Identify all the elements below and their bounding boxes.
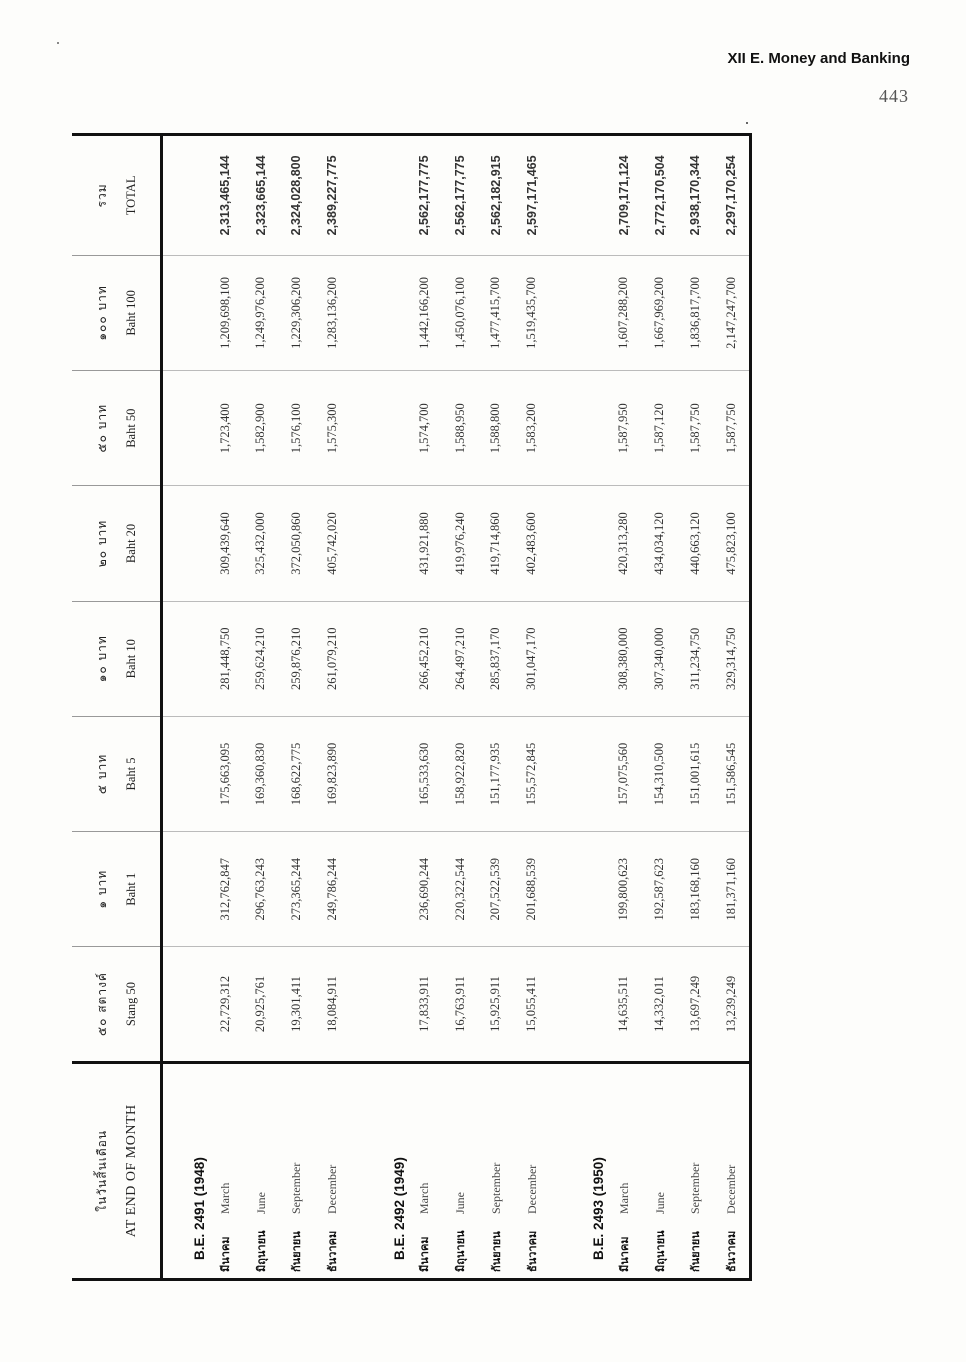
empty-cell bbox=[350, 486, 363, 601]
value-cell: 1,588,950 bbox=[442, 371, 478, 486]
page-number: 443 bbox=[879, 86, 909, 106]
empty-cell bbox=[549, 601, 562, 716]
month-label bbox=[606, 1062, 642, 1279]
value-cell: 440,663,120 bbox=[677, 486, 713, 601]
total-cell: 2,938,170,344 bbox=[688, 155, 703, 236]
empty-cell bbox=[549, 1062, 562, 1279]
table-row bbox=[243, 135, 279, 1280]
month-english: June bbox=[453, 1192, 468, 1214]
empty-cell bbox=[549, 947, 562, 1062]
table-header-row bbox=[72, 135, 162, 1280]
value-cell: 1,587,950 bbox=[606, 371, 642, 486]
value-cell: 264,497,210 bbox=[442, 601, 478, 716]
empty-cell bbox=[562, 135, 606, 256]
spacer-row bbox=[350, 135, 363, 1280]
currency-in-circulation-table bbox=[72, 133, 752, 1281]
empty-cell bbox=[363, 716, 407, 831]
value-cell: 168,622,775 bbox=[279, 716, 315, 831]
empty-cell bbox=[162, 832, 208, 947]
empty-cell bbox=[549, 371, 562, 486]
value-cell: 158,922,820 bbox=[442, 716, 478, 831]
value-cell: 1,587,750 bbox=[677, 371, 713, 486]
value-cell: 183,168,160 bbox=[677, 832, 713, 947]
value-cell: 325,432,000 bbox=[243, 486, 279, 601]
column-header: รวม TOTAL bbox=[72, 135, 162, 256]
total-cell: 2,597,171,465 bbox=[524, 155, 539, 236]
value-cell: 420,313,280 bbox=[606, 486, 642, 601]
month-thai: กันยายน bbox=[489, 1231, 503, 1272]
value-cell: 1,574,700 bbox=[407, 371, 443, 486]
value-cell: 151,586,545 bbox=[713, 716, 750, 831]
table-row bbox=[407, 135, 443, 1280]
total-cell: 2,297,170,254 bbox=[724, 155, 739, 236]
value-cell: 13,697,249 bbox=[677, 947, 713, 1062]
empty-cell bbox=[562, 255, 606, 370]
value-cell: 281,448,750 bbox=[207, 601, 243, 716]
value-cell: 1,587,120 bbox=[642, 371, 678, 486]
month-label bbox=[642, 1062, 678, 1279]
month-english: September bbox=[289, 1162, 304, 1214]
value-cell: 1,249,976,200 bbox=[243, 255, 279, 370]
month-label bbox=[314, 1062, 350, 1279]
month-thai: กันยายน bbox=[290, 1231, 304, 1272]
column-header: ๑ บาท Baht 1 bbox=[72, 832, 162, 947]
value-cell: 169,360,830 bbox=[243, 716, 279, 831]
value-cell: 308,380,000 bbox=[606, 601, 642, 716]
value-cell: 1,583,200 bbox=[514, 371, 550, 486]
month-english: December bbox=[524, 1164, 539, 1214]
value-cell: 14,332,011 bbox=[642, 947, 678, 1062]
month-thai: กันยายน bbox=[689, 1231, 703, 1272]
value-cell: 301,047,170 bbox=[514, 601, 550, 716]
value-cell: 419,714,860 bbox=[478, 486, 514, 601]
empty-cell bbox=[350, 371, 363, 486]
empty-cell bbox=[562, 947, 606, 1062]
empty-cell bbox=[350, 1062, 363, 1279]
column-header: ๕ บาท Baht 5 bbox=[72, 716, 162, 831]
month-english: March bbox=[616, 1182, 631, 1214]
spacer-row bbox=[549, 135, 562, 1280]
empty-cell bbox=[549, 486, 562, 601]
value-cell: 434,034,120 bbox=[642, 486, 678, 601]
value-cell: 372,050,860 bbox=[279, 486, 315, 601]
year-label: B.E. 2493 (1950) bbox=[562, 1062, 606, 1279]
year-label: B.E. 2491 (1948) bbox=[162, 1062, 208, 1279]
value-cell: 329,314,750 bbox=[713, 601, 750, 716]
value-cell: 259,624,210 bbox=[243, 601, 279, 716]
table-row bbox=[514, 135, 550, 1280]
empty-cell bbox=[562, 601, 606, 716]
value-cell: 17,833,911 bbox=[407, 947, 443, 1062]
table-row bbox=[642, 135, 678, 1280]
month-thai: มิถุนายน bbox=[653, 1230, 667, 1272]
value-cell: 402,483,600 bbox=[514, 486, 550, 601]
table-row bbox=[478, 135, 514, 1280]
value-cell: 1,209,698,100 bbox=[207, 255, 243, 370]
empty-cell bbox=[350, 255, 363, 370]
value-cell: 285,837,170 bbox=[478, 601, 514, 716]
month-english: December bbox=[325, 1164, 340, 1214]
empty-cell bbox=[350, 601, 363, 716]
empty-cell bbox=[350, 135, 363, 256]
speck bbox=[746, 122, 748, 124]
value-cell: 419,976,240 bbox=[442, 486, 478, 601]
value-cell: 15,055,411 bbox=[514, 947, 550, 1062]
value-cell: 151,177,935 bbox=[478, 716, 514, 831]
month-english: June bbox=[253, 1192, 268, 1214]
value-cell: 307,340,000 bbox=[642, 601, 678, 716]
total-cell: 2,389,227,775 bbox=[325, 155, 340, 236]
value-cell: 311,234,750 bbox=[677, 601, 713, 716]
value-cell: 249,786,244 bbox=[314, 832, 350, 947]
total-cell: 2,313,465,144 bbox=[218, 155, 232, 236]
total-cell: 2,562,177,775 bbox=[453, 155, 468, 236]
month-english: March bbox=[218, 1182, 232, 1214]
value-cell: 309,439,640 bbox=[207, 486, 243, 601]
empty-cell bbox=[562, 486, 606, 601]
total-cell: 2,562,182,915 bbox=[488, 155, 503, 236]
empty-cell bbox=[363, 135, 407, 256]
value-cell: 273,365,244 bbox=[279, 832, 315, 947]
speck bbox=[57, 42, 59, 44]
month-label bbox=[279, 1062, 315, 1279]
value-cell: 22,729,312 bbox=[207, 947, 243, 1062]
month-label bbox=[478, 1062, 514, 1279]
value-cell: 1,836,817,700 bbox=[677, 255, 713, 370]
month-english: September bbox=[488, 1162, 503, 1214]
value-cell: 207,522,539 bbox=[478, 832, 514, 947]
table-row bbox=[314, 135, 350, 1280]
column-header: ๑๐๐ บาท Baht 100 bbox=[72, 255, 162, 370]
table-body bbox=[162, 135, 751, 1280]
value-cell: 13,239,249 bbox=[713, 947, 750, 1062]
value-cell: 475,823,100 bbox=[713, 486, 750, 601]
value-cell: 1,576,100 bbox=[279, 371, 315, 486]
month-label bbox=[514, 1062, 550, 1279]
month-label bbox=[407, 1062, 443, 1279]
value-cell: 154,310,500 bbox=[642, 716, 678, 831]
year-group-row bbox=[363, 135, 407, 1280]
empty-cell bbox=[549, 832, 562, 947]
value-cell: 1,575,300 bbox=[314, 371, 350, 486]
empty-cell bbox=[363, 947, 407, 1062]
value-cell: 181,371,160 bbox=[713, 832, 750, 947]
value-cell: 1,588,800 bbox=[478, 371, 514, 486]
value-cell: 192,587,623 bbox=[642, 832, 678, 947]
total-cell: 2,324,028,800 bbox=[289, 155, 304, 236]
value-cell: 18,084,911 bbox=[314, 947, 350, 1062]
table-row bbox=[713, 135, 750, 1280]
value-cell: 431,921,880 bbox=[407, 486, 443, 601]
value-cell: 1,723,400 bbox=[207, 371, 243, 486]
value-cell: 16,763,911 bbox=[442, 947, 478, 1062]
empty-cell bbox=[562, 371, 606, 486]
year-group-row bbox=[162, 135, 208, 1280]
month-thai: มิถุนายน bbox=[454, 1230, 468, 1272]
section-title: XII E. Money and Banking bbox=[727, 50, 910, 67]
month-english: December bbox=[724, 1164, 739, 1214]
value-cell: 151,001,615 bbox=[677, 716, 713, 831]
empty-cell bbox=[549, 716, 562, 831]
value-cell: 1,519,435,700 bbox=[514, 255, 550, 370]
value-cell: 14,635,511 bbox=[606, 947, 642, 1062]
empty-cell bbox=[162, 135, 208, 256]
value-cell: 15,925,911 bbox=[478, 947, 514, 1062]
value-cell: 2,147,247,700 bbox=[713, 255, 750, 370]
value-cell: 261,079,210 bbox=[314, 601, 350, 716]
value-cell: 201,688,539 bbox=[514, 832, 550, 947]
empty-cell bbox=[549, 255, 562, 370]
empty-cell bbox=[162, 601, 208, 716]
value-cell: 312,762,847 bbox=[207, 832, 243, 947]
value-cell: 1,582,900 bbox=[243, 371, 279, 486]
column-header: ๕๐ บาท Baht 50 bbox=[72, 371, 162, 486]
value-cell: 1,477,415,700 bbox=[478, 255, 514, 370]
empty-cell bbox=[350, 716, 363, 831]
value-cell: 1,450,076,100 bbox=[442, 255, 478, 370]
value-cell: 220,322,544 bbox=[442, 832, 478, 947]
label-column-header: ในวันสิ้นเดือน AT END OF MONTH bbox=[72, 1062, 162, 1279]
year-group-row bbox=[562, 135, 606, 1280]
month-thai: ธันวาคม bbox=[725, 1230, 739, 1272]
month-thai: ธันวาคม bbox=[326, 1230, 340, 1272]
empty-cell bbox=[162, 947, 208, 1062]
table-row bbox=[606, 135, 642, 1280]
table-row bbox=[279, 135, 315, 1280]
value-cell: 1,667,969,200 bbox=[642, 255, 678, 370]
value-cell: 1,442,166,200 bbox=[407, 255, 443, 370]
rotated-table-container bbox=[72, 133, 752, 1281]
total-cell: 2,709,171,124 bbox=[616, 155, 631, 236]
month-english: June bbox=[652, 1192, 667, 1214]
month-label bbox=[207, 1062, 243, 1279]
value-cell: 266,452,210 bbox=[407, 601, 443, 716]
value-cell: 169,823,890 bbox=[314, 716, 350, 831]
empty-cell bbox=[162, 371, 208, 486]
empty-cell bbox=[363, 486, 407, 601]
empty-cell bbox=[549, 135, 562, 256]
month-label bbox=[442, 1062, 478, 1279]
month-thai: ธันวาคม bbox=[525, 1230, 539, 1272]
value-cell: 19,301,411 bbox=[279, 947, 315, 1062]
value-cell: 405,742,020 bbox=[314, 486, 350, 601]
empty-cell bbox=[350, 832, 363, 947]
value-cell: 236,690,244 bbox=[407, 832, 443, 947]
value-cell: 175,663,095 bbox=[207, 716, 243, 831]
month-label bbox=[677, 1062, 713, 1279]
column-header: ๒๐ บาท Baht 20 bbox=[72, 486, 162, 601]
total-cell: 2,323,665,144 bbox=[253, 155, 268, 236]
value-cell: 1,283,136,200 bbox=[314, 255, 350, 370]
empty-cell bbox=[162, 486, 208, 601]
table-row bbox=[677, 135, 713, 1280]
value-cell: 155,572,845 bbox=[514, 716, 550, 831]
empty-cell bbox=[562, 832, 606, 947]
empty-cell bbox=[562, 716, 606, 831]
empty-cell bbox=[162, 716, 208, 831]
value-cell: 1,607,288,200 bbox=[606, 255, 642, 370]
value-cell: 296,763,243 bbox=[243, 832, 279, 947]
empty-cell bbox=[162, 255, 208, 370]
table-row bbox=[207, 135, 243, 1280]
month-thai: มีนาคม bbox=[418, 1236, 432, 1272]
table-row bbox=[442, 135, 478, 1280]
value-cell: 157,075,560 bbox=[606, 716, 642, 831]
total-cell: 2,562,177,775 bbox=[417, 155, 432, 236]
total-cell: 2,772,170,504 bbox=[652, 155, 667, 236]
year-label: B.E. 2492 (1949) bbox=[363, 1062, 407, 1279]
empty-cell bbox=[363, 371, 407, 486]
column-header: ๕๐ สตางค์ Stang 50 bbox=[72, 947, 162, 1062]
month-label bbox=[243, 1062, 279, 1279]
empty-cell bbox=[363, 832, 407, 947]
month-thai: มีนาคม bbox=[219, 1236, 232, 1272]
month-thai: มิถุนายน bbox=[254, 1230, 268, 1272]
column-header: ๑๐ บาท Baht 10 bbox=[72, 601, 162, 716]
month-english: March bbox=[417, 1182, 432, 1214]
value-cell: 199,800,623 bbox=[606, 832, 642, 947]
value-cell: 259,876,210 bbox=[279, 601, 315, 716]
month-label bbox=[713, 1062, 750, 1279]
value-cell: 1,229,306,200 bbox=[279, 255, 315, 370]
empty-cell bbox=[363, 255, 407, 370]
value-cell: 165,533,630 bbox=[407, 716, 443, 831]
empty-cell bbox=[350, 947, 363, 1062]
empty-cell bbox=[363, 601, 407, 716]
value-cell: 1,587,750 bbox=[713, 371, 750, 486]
month-english: September bbox=[688, 1162, 703, 1214]
month-thai: มีนาคม bbox=[617, 1236, 631, 1272]
value-cell: 20,925,761 bbox=[243, 947, 279, 1062]
